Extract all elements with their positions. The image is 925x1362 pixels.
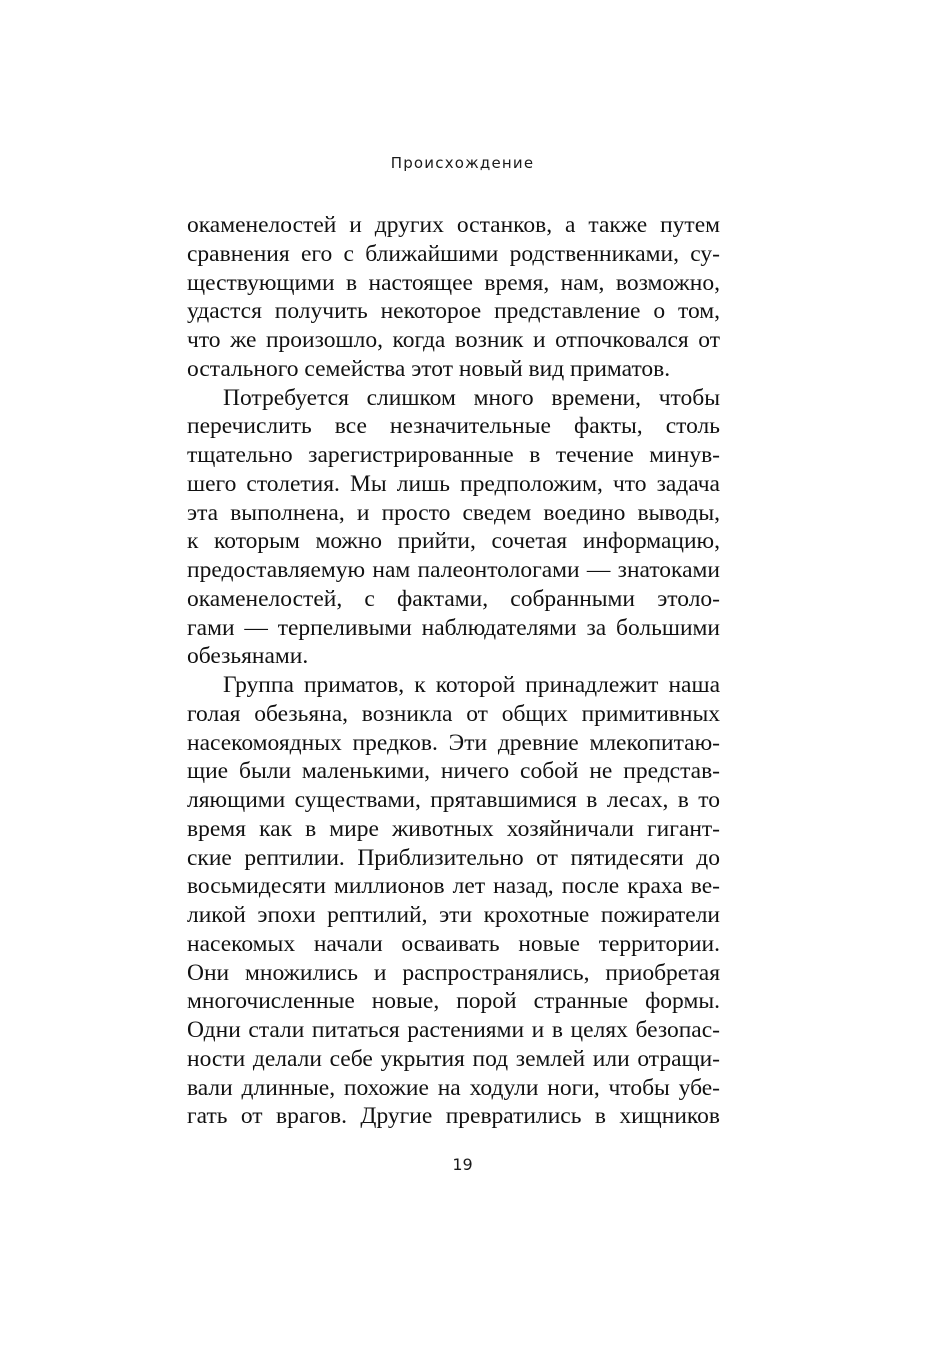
running-head: Происхождение — [390, 154, 535, 172]
text-line: насекомых начали осваивать новые территории. — [187, 930, 720, 957]
text-line: шего столетия. Мы лишь предположим, что задача — [187, 470, 720, 497]
body-text — [187, 211, 720, 1131]
paragraph — [187, 671, 720, 1131]
text-line: остального семейства этот новый вид приматов. — [187, 355, 671, 382]
text-line: что же произошло, когда возник и отпочковался от — [187, 327, 720, 353]
text-line: удастся получить некоторое представление о том, — [187, 298, 720, 325]
text-line: окаменелостей, с фактами, собранными этоло- — [187, 585, 720, 612]
text-line: многочисленные новые, порой странные формы. — [187, 988, 720, 1015]
text-line: Потребуется слишком много времени, чтобы — [223, 384, 720, 411]
text-line: голая обезьяна, возникла от общих примитивных — [187, 700, 720, 727]
text-line: перечислить все незначительные факты, столь — [187, 413, 720, 440]
text-line: обезьянами. — [187, 643, 309, 670]
text-line: предоставляемую нам палеонтологами — знатоками — [187, 557, 720, 583]
text-line: гать от врагов. Другие превратились в хищников — [187, 1103, 720, 1130]
text-line: эта выполнена, и просто сведем воедино выводы, — [187, 499, 720, 526]
text-line: сравнения его с ближайшими родственниками, су- — [187, 240, 720, 267]
text-line: ляющими существами, прятавшимися в лесах, в то — [187, 787, 720, 813]
text-line: ликой эпохи рептилий, эти крохотные пожиратели — [187, 902, 720, 928]
text-line: окаменелостей и других останков, а также путем — [187, 212, 720, 238]
text-line: время как в мире животных хозяйничали гигант- — [187, 815, 720, 842]
text-line: ские рептилии. Приблизительно от пятидесяти до — [187, 844, 720, 871]
text-line: Они множились и распространялись, приобретая — [187, 959, 720, 986]
page-number: 19 — [452, 1155, 473, 1174]
text-line: Группа приматов, к которой принадлежит наша — [223, 672, 720, 698]
text-line: к которым можно прийти, сочетая информацию, — [187, 528, 720, 555]
text-line: гами — терпеливыми наблюдателями за большими — [187, 614, 720, 641]
paragraph — [187, 211, 720, 384]
text-line: щие были маленькими, ничего собой не представ- — [187, 758, 720, 785]
text-line: Одни стали питаться растениями и в целях безопас- — [187, 1017, 720, 1043]
text-line: тщательно зарегистрированные в течение минув- — [187, 442, 720, 468]
text-line: вали длинные, похожие на ходули ноги, чтобы убе- — [187, 1074, 720, 1101]
text-line: ществующими в настоящее время, нам, возможно, — [187, 269, 720, 296]
text-line: ности делали себе укрытия под землей или отращи- — [187, 1045, 720, 1072]
paragraph — [187, 384, 720, 672]
text-line: насекомоядных предков. Эти древние млекопитаю- — [187, 729, 720, 756]
text-line: восьмидесяти миллионов лет назад, после краха ве- — [187, 873, 720, 900]
